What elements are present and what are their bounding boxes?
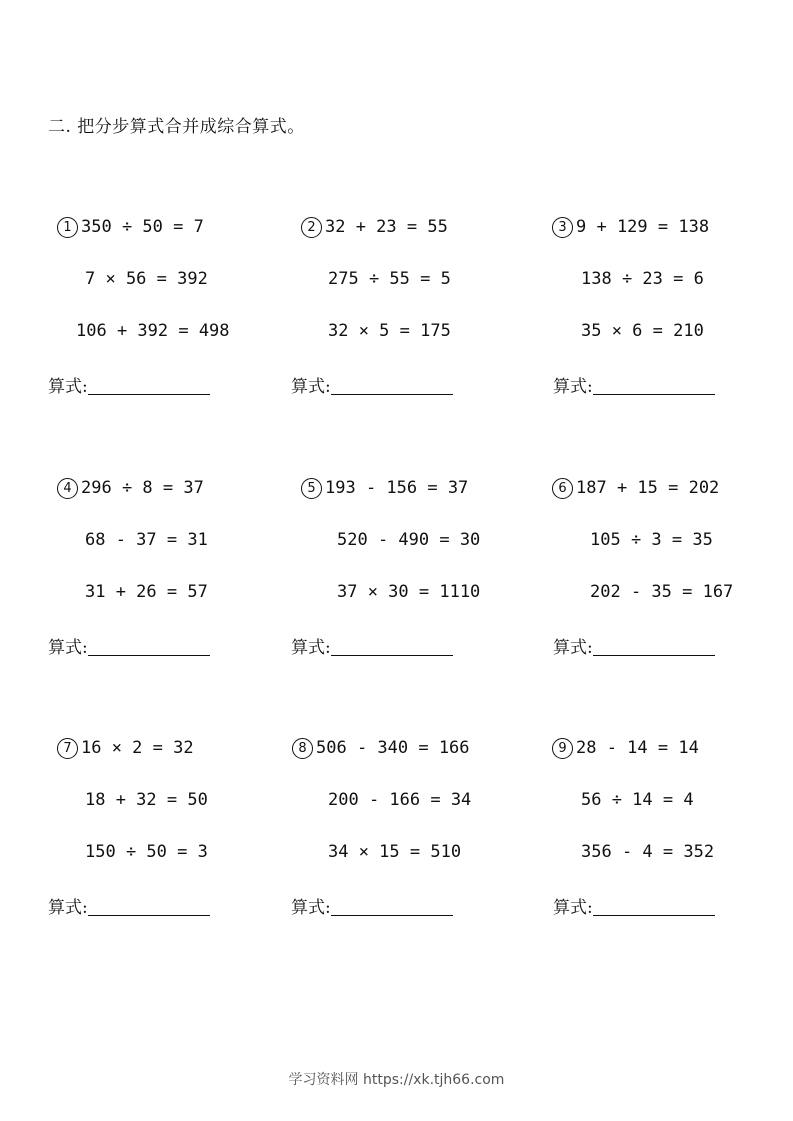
problem-2-number: 2 xyxy=(301,217,322,238)
problem-4-line-2: 68 - 37 = 31 xyxy=(85,530,208,550)
problem-3-line-3: 35 × 6 = 210 xyxy=(581,321,704,341)
problem-8-answer[interactable]: 算式: xyxy=(291,893,453,918)
problem-3-answer[interactable]: 算式: xyxy=(553,372,715,397)
problem-5-line-1: 5 193 - 156 = 37 xyxy=(301,477,468,499)
problem-2-line-3: 32 × 5 = 175 xyxy=(328,321,451,341)
problem-4-number: 4 xyxy=(57,478,78,499)
problem-2-line-1: 2 32 + 23 = 55 xyxy=(301,216,448,238)
problem-5-line-2: 520 - 490 = 30 xyxy=(337,530,481,550)
answer-blank xyxy=(88,897,210,916)
answer-blank xyxy=(88,376,210,395)
problem-9-number: 9 xyxy=(552,738,573,759)
problem-6-line-3: 202 - 35 = 167 xyxy=(590,582,734,602)
problem-6-answer[interactable]: 算式: xyxy=(553,633,715,658)
answer-blank xyxy=(331,376,453,395)
problem-9-line-2: 56 ÷ 14 = 4 xyxy=(581,790,694,810)
answer-blank xyxy=(593,376,715,395)
problem-7-line-1: 7 16 × 2 = 32 xyxy=(57,737,194,759)
answer-blank xyxy=(593,637,715,656)
problem-6-line-2: 105 ÷ 3 = 35 xyxy=(590,530,713,550)
problem-1-line-2: 7 × 56 = 392 xyxy=(85,269,208,289)
problem-6-number: 6 xyxy=(552,478,573,499)
problem-4-answer[interactable]: 算式: xyxy=(48,633,210,658)
answer-blank xyxy=(593,897,715,916)
footer-watermark: 学习资料网 https://xk.tjh66.com xyxy=(288,1072,505,1088)
problem-2-line-2: 275 ÷ 55 = 5 xyxy=(328,269,451,289)
problem-9-answer[interactable]: 算式: xyxy=(553,893,715,918)
problem-7-answer[interactable]: 算式: xyxy=(48,893,210,918)
problem-8-number: 8 xyxy=(292,738,313,759)
problem-1-number: 1 xyxy=(57,217,78,238)
problem-7-line-3: 150 ÷ 50 = 3 xyxy=(85,842,208,862)
problem-3-line-2: 138 ÷ 23 = 6 xyxy=(581,269,704,289)
problem-5-number: 5 xyxy=(301,478,322,499)
answer-blank xyxy=(331,897,453,916)
problem-7-number: 7 xyxy=(57,738,78,759)
section-heading: 二. 把分步算式合并成综合算式。 xyxy=(48,117,305,137)
problem-1-answer[interactable]: 算式: xyxy=(48,372,210,397)
problem-8-line-3: 34 × 15 = 510 xyxy=(328,842,462,862)
problem-4-line-1: 4 296 ÷ 8 = 37 xyxy=(57,477,204,499)
problem-4-line-3: 31 + 26 = 57 xyxy=(85,582,208,602)
problem-7-line-2: 18 + 32 = 50 xyxy=(85,790,208,810)
problem-8-line-2: 200 - 166 = 34 xyxy=(328,790,472,810)
problem-9-line-1: 9 28 - 14 = 14 xyxy=(552,737,699,759)
problem-2-answer[interactable]: 算式: xyxy=(291,372,453,397)
problem-1-line-1: 1 350 ÷ 50 = 7 xyxy=(57,216,204,238)
problem-3-number: 3 xyxy=(552,217,573,238)
problem-9-line-3: 356 - 4 = 352 xyxy=(581,842,715,862)
problem-6-line-1: 6 187 + 15 = 202 xyxy=(552,477,719,499)
answer-blank xyxy=(88,637,210,656)
problem-3-line-1: 3 9 + 129 = 138 xyxy=(552,216,709,238)
answer-blank xyxy=(331,637,453,656)
problem-1-line-3: 106 + 392 = 498 xyxy=(76,321,230,341)
problem-8-line-1: 8 506 - 340 = 166 xyxy=(292,737,470,759)
problem-5-line-3: 37 × 30 = 1110 xyxy=(337,582,481,602)
problem-5-answer[interactable]: 算式: xyxy=(291,633,453,658)
